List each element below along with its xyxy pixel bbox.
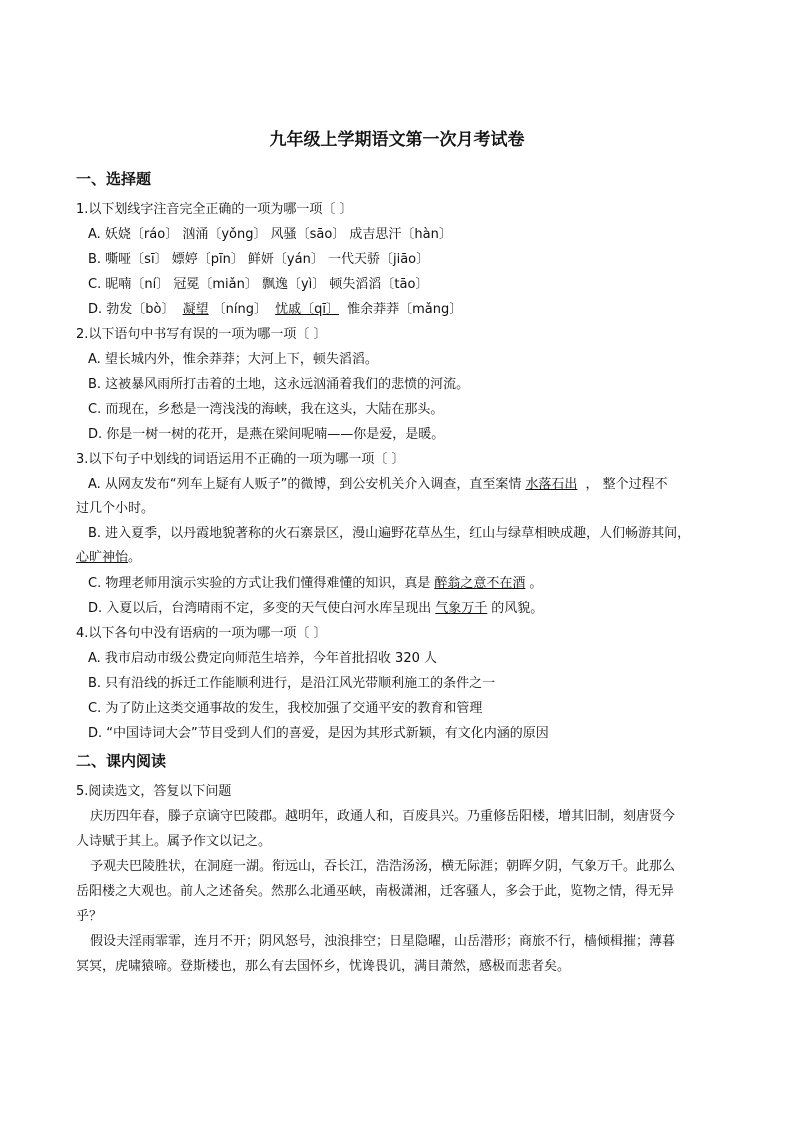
question-2-option-c: C. 而现在，乡愁是一湾浅浅的海峡，我在这头，大陆在那头。 — [88, 402, 444, 417]
question-2-stem: 2.以下语句中书写有误的一项为哪一项〔 〕 — [76, 327, 327, 342]
underlined-word: 心旷神怡 — [76, 550, 129, 565]
page-title: 九年级上学期语文第一次月考试卷 — [269, 130, 525, 150]
section-heading-reading: 二、课内阅读 — [76, 752, 167, 770]
question-3-option-b: B. 进入夏季，以丹霞地貌著称的火石寨景区，漫山遍野花草丛生，红山与绿草相映成趣，人们畅游其间， — [88, 526, 691, 541]
underlined-word: 水落石出 — [525, 477, 578, 492]
option-text: 。 — [128, 550, 142, 565]
question-4-option-d: D. “中国诗词大会”节目受到人们的喜爱，是因为其形式新颖，有文化内涵的原因 — [88, 726, 549, 741]
question-3-option-a-cont: 过几个小时。 — [76, 501, 155, 516]
question-2-option-a: A. 望长城内外，惟余莽莽；大河上下，顿失滔滔。 — [88, 352, 378, 367]
section-heading-choice: 一、选择题 — [76, 170, 152, 188]
question-4-option-c: C. 为了防止这类交通事故的发生，我校加强了交通平安的教育和管理 — [88, 701, 483, 716]
question-1-option-a: A. 妖娆〔ráo〕 汹涌〔yǒng〕 风骚〔sāo〕 成吉思汗〔hàn〕 — [88, 227, 452, 242]
reading-paragraph-2-end: 乎？ — [76, 909, 103, 924]
question-1-option-b: B. 嘶哑〔sī〕 嫖婷〔pīn〕 鲜妍〔yán〕 一代天骄〔jiāo〕 — [88, 252, 430, 267]
question-3-option-c — [88, 574, 546, 594]
question-1-stem: 1.以下划线字注音完全正确的一项为哪一项〔 〕 — [76, 202, 353, 217]
reading-paragraph-2: 予观夫巴陵胜状，在洞庭一湖。衔远山，吞长江，浩浩汤汤，横无际涯；朝晖夕阴，气象万千。此那么 — [90, 859, 676, 874]
option-text: A. 从网友发布“列车上疑有人贩子”的微博，到公安机关介入调查，直至案情 — [88, 477, 522, 492]
question-4-stem: 4.以下各句中没有语病的一项为哪一项〔 〕 — [76, 626, 327, 641]
option-text: 。 — [529, 576, 543, 591]
reading-paragraph-3-cont: 冥冥，虎啸猿啼。登斯楼也，那么有去国怀乡，忧谗畏讥，满目萧然，感极而悲者矣。 — [76, 959, 571, 974]
question-4-option-b: B. 只有沿线的拆迁工作能顺利进行，是沿江风光带顺利施工的条件之一 — [88, 676, 496, 691]
question-2-option-d: D. 你是一树一树的花开，是燕在梁间呢喃——你是爱，是暖。 — [88, 427, 445, 442]
option-text: ， 整个过程不 — [581, 477, 668, 492]
question-4-option-a: A. 我市启动市级公费定向师范生培养，今年首批招收 320 人 — [88, 651, 438, 666]
option-text: D. 勃发〔bò〕 — [88, 302, 179, 317]
underlined-word: 忧戚〔qī〕 — [275, 302, 339, 317]
reading-paragraph-2-cont: 岳阳楼之大观也。前人之述备矣。然那么北通巫峡，南极潇湘，迁客骚人，多会于此，览物之情，得无异 — [76, 884, 675, 899]
question-3-stem: 3.以下句子中划线的词语运用不正确的一项为哪一项〔 〕 — [76, 452, 405, 467]
question-2-option-b: B. 这被暴风雨所打击着的土地，这永远汹涌着我们的悲愤的河流。 — [88, 377, 470, 392]
question-5-stem: 5.阅读选文，答复以下问题 — [76, 784, 232, 799]
question-3-option-d — [88, 599, 547, 619]
reading-paragraph-1: 庆历四年春，滕子京谪守巴陵郡。越明年，政通人和，百废具兴。乃重修岳阳楼，增其旧制，刻唐贤今 — [90, 809, 676, 824]
underlined-word: 醉翁之意不在酒 — [434, 576, 526, 591]
option-text: C. 物理老师用演示实验的方式让我们懂得难懂的知识，真是 — [88, 576, 431, 591]
question-3-option-a — [88, 475, 672, 495]
underlined-word: 气象万千 — [435, 601, 488, 616]
option-text: D. 入夏以后，台湾晴雨不定，多变的天气使白河水库呈现出 — [88, 601, 432, 616]
question-1-option-d — [88, 300, 466, 320]
reading-paragraph-1-cont: 人诗赋于其上。属予作文以记之。 — [76, 834, 272, 849]
question-3-option-b-cont — [76, 548, 141, 568]
option-text: 的风貌。 — [491, 601, 544, 616]
underlined-word: 凝望 — [182, 302, 209, 317]
reading-paragraph-3: 假设夫淫雨霏霏，连月不开；阴风怒号，浊浪排空；日星隐曜，山岳潜形；商旅不行，樯倾楫摧；薄暮 — [90, 934, 676, 949]
option-text: 惟余莽莽〔mǎng〕 — [343, 302, 463, 317]
question-1-option-c: C. 昵喃〔ní〕 冠冕〔miǎn〕 飘逸〔yì〕 顿失滔滔〔tāo〕 — [88, 277, 429, 292]
option-text: 〔níng〕 — [212, 302, 272, 317]
